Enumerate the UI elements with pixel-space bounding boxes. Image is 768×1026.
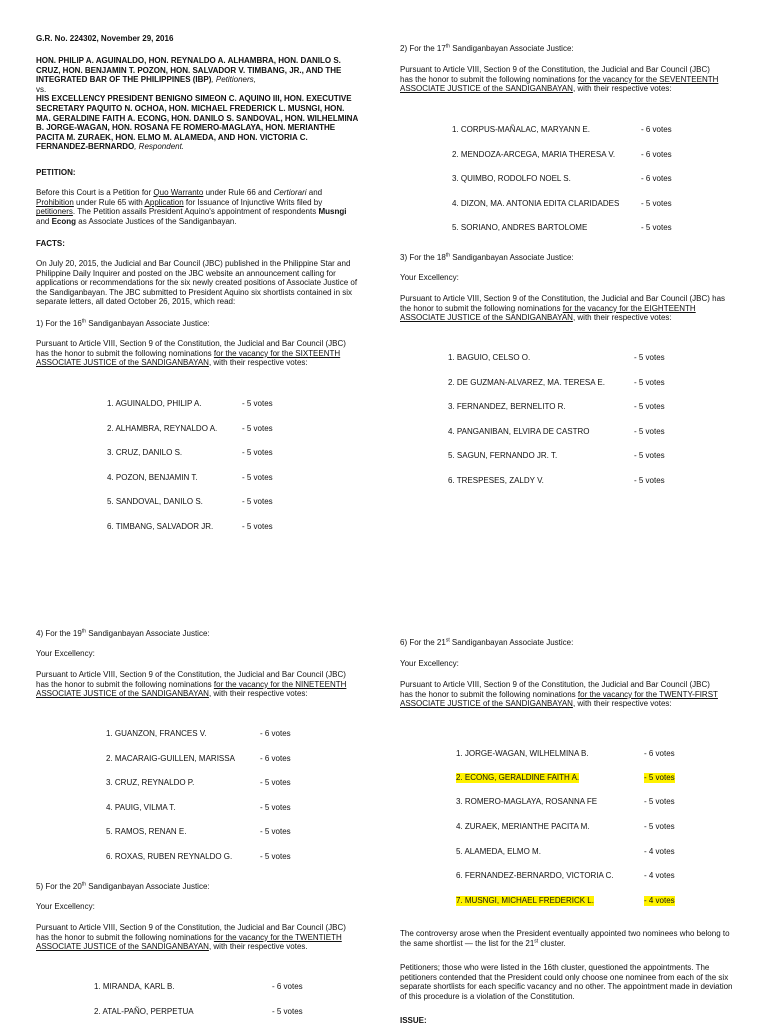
petitioners-role: , Petitioners, — [211, 75, 256, 85]
cluster-16-heading: 1) For the 16th Sandiganbayan Associate Justice: — [36, 318, 210, 328]
cluster-19-heading: 4) For the 19th Sandiganbayan Associate Justice: — [36, 628, 210, 638]
petitioners-paragraph: Petitioners; those who were listed in the 16th cluster, questioned the appointments. The petitioners contended that the President could only choose one nominee from each of the six separate shortlists for each specific vacancy and no other. The appointment made in deviation of this procedure is a violation of the Constitution. — [400, 963, 733, 1001]
issue-heading: ISSUE: — [400, 1016, 427, 1025]
cluster-20-excellency: Your Excellency: — [36, 902, 95, 911]
versus: vs. — [36, 84, 47, 94]
cluster-21-body: Pursuant to Article VIII, Section 9 of the Constitution, the Judicial and Bar Council (JBC) has the honor to submit the following nominations for the vacancy for the TWENTY-FIRST ASSOCIATE JUSTICE of the SANDIGANBAYAN, with their respective votes: — [400, 680, 718, 709]
facts-paragraph: On July 20, 2015, the Judicial and Bar Council (JBC) published in the Philippine Star and Philippine Daily Inquirer and posted on the JBC website an announcement calling for applications or recommendations for the six newly created positions of Associate Justice of the Sandiganbayan. The JBC submitted to President Aquino six shortlists contained in six separate letters, all dated October 26, 2015, which read: — [36, 259, 358, 307]
cluster-18-body: Pursuant to Article VIII, Section 9 of the Constitution, the Judicial and Bar Council (JBC) has the honor to submit the following nominations for the vacancy for the EIGHTEENTH ASSOCIATE JUSTICE of the SANDIGANBAYAN, with their respective votes: — [400, 294, 726, 323]
cluster-19-excellency: Your Excellency: — [36, 649, 95, 658]
cluster-18-excellency: Your Excellency: — [400, 273, 459, 282]
petitioners-names: HON. PHILIP A. AGUINALDO, HON. REYNALDO A. ALHAMBRA, HON. DANILO S. CRUZ, HON. BENJAMIN T. POZON, HON. SALVADOR V. TIMBANG, JR., AND THE INTEGRATED BAR OF THE PHILIPPINES (IBP) — [36, 56, 342, 85]
cluster-19-body: Pursuant to Article VIII, Section 9 of the Constitution, the Judicial and Bar Council (JBC) has the honor to submit the following nominations for the vacancy for the NINETEENTH ASSOCIATE JUSTICE of the SANDIGANBAYAN, with their respective votes: — [36, 670, 347, 699]
facts-heading: FACTS: — [36, 239, 65, 248]
cluster-16-body: Pursuant to Article VIII, Section 9 of the Constitution, the Judicial and Bar Council (JBC) has the honor to submit the following nominations for the vacancy for the SIXTEENTH ASSOCIATE JUSTICE of the SANDIGANBAYAN, with their respective votes: — [36, 339, 346, 368]
case-caption — [36, 56, 358, 152]
case-number: G.R. No. 224302, November 29, 2016 — [36, 34, 174, 43]
cluster-21-heading: 6) For the 21st Sandiganbayan Associate Justice: — [400, 637, 574, 647]
petition-paragraph: Before this Court is a Petition for Quo Warranto under Rule 66 and Certiorari and Prohibition under Rule 65 with Application for Issuance of Injunctive Writs filed by petitioners. The Petition assails President Aquino's appointment of respondents Musngi and Econg as Associate Justices of the Sandiganbayan. — [36, 188, 347, 226]
controversy-paragraph: The controversy arose when the President eventually appointed two nominees who belong to the same shortlist — the list for the 21st cluster. — [400, 929, 730, 948]
cluster-21-excellency: Your Excellency: — [400, 659, 459, 668]
petition-heading: PETITION: — [36, 168, 76, 177]
cluster-17-heading: 2) For the 17th Sandiganbayan Associate Justice: — [400, 43, 574, 53]
cluster-20-heading: 5) For the 20th Sandiganbayan Associate Justice: — [36, 881, 210, 891]
cluster-17-body: Pursuant to Article VIII, Section 9 of the Constitution, the Judicial and Bar Council (JBC) has the honor to submit the following nominations for the vacancy for the SEVENTEENTH ASSOCIATE JUSTICE of the SANDIGANBAYAN, with their respective votes: — [400, 65, 719, 94]
cluster-20-body: Pursuant to Article VIII, Section 9 of the Constitution, the Judicial and Bar Council (JBC) has the honor to submit the following nominations for the vacancy for the TWENTIETH ASSOCIATE JUSTICE of the SANDIGANBAYAN, with their respective votes. — [36, 923, 346, 952]
respondents-names: HIS EXCELLENCY PRESIDENT BENIGNO SIMEON C. AQUINO III, HON. EXECUTIVE SECRETARY PAQUITO N. OCHOA, HON. MICHAEL FREDERICK L. MUSNGI, HON. MA. GERALDINE FAITH A. ECONG, HON. DANILO S. SANDOVAL, HON. WILHELMINA B. JORGE-WAGAN, HON. ROSANA FE ROMERO-MAGLAYA, HON. MERIANTHE PACITA M. ZURAEK, HON. ELMO M. ALAMEDA, AND HON. VICTORIA C. FERNANDEZ-BERNARDO — [36, 94, 358, 152]
cluster-18-heading: 3) For the 18th Sandiganbayan Associate Justice: — [400, 252, 574, 262]
respondents-role: , Respondent. — [134, 142, 185, 152]
